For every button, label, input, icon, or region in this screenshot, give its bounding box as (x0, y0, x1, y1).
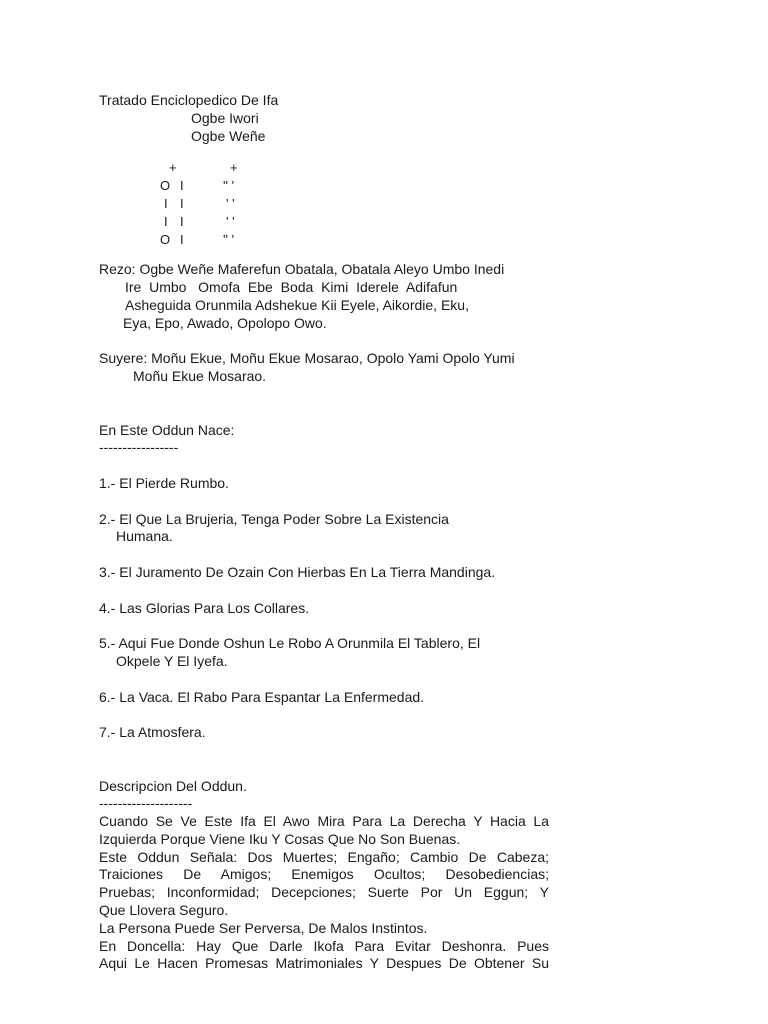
paragraph-line: Que Llovera Seguro. (99, 902, 229, 919)
signature-mark: O (160, 178, 171, 194)
odu-name-2: Ogbe Weñe (191, 127, 266, 144)
signature-mark: '' ' (223, 178, 235, 194)
paragraph-line: Aqui Le Hacen Promesas Matrimoniales Y Despues De Obtener Su (99, 955, 549, 972)
paragraph-line: Este Oddun Señala: Dos Muertes; Engaño; Cambio De Cabeza; (99, 848, 549, 865)
signature-mark: ' ' (226, 213, 235, 229)
document-page (99, 92, 739, 973)
nace-rule: ----------------- (99, 439, 179, 456)
paragraph-line: Izquierda Porque Viene Iku Y Cosas Que No Son Buenas. (99, 830, 461, 847)
list-item: 4.- Las Glorias Para Los Collares. (99, 599, 310, 616)
signature-mark: I (180, 195, 184, 211)
list-item: 2.- El Que La Brujeria, Tenga Poder Sobre La Existencia (99, 510, 449, 527)
suyere-line: Suyere: Moñu Ekue, Moñu Ekue Mosarao, Opolo Yami Opolo Yumi (99, 350, 515, 367)
suyere-line: Moñu Ekue Mosarao. (133, 368, 267, 385)
signature-mark: I (180, 178, 184, 194)
odu-signature (99, 159, 739, 249)
odu-name-1: Ogbe Iwori (191, 109, 259, 126)
list-item: 7.- La Atmosfera. (99, 724, 206, 741)
paragraph-line: Cuando Se Ve Este Ifa El Awo Mira Para La Derecha Y Hacia La (99, 813, 549, 830)
list-item-continuation: Humana. (116, 528, 173, 545)
list-item: 3.- El Juramento De Ozain Con Hierbas En La Tierra Mandinga. (99, 563, 496, 580)
rezo-line: Eya, Epo, Awado, Opolopo Owo. (123, 314, 327, 331)
signature-mark: O (160, 231, 171, 247)
signature-mark: '' ' (223, 231, 235, 247)
signature-mark: I (180, 231, 184, 247)
document-title: Tratado Enciclopedico De Ifa (99, 92, 279, 108)
list-item-continuation: Okpele Y El Iyefa. (116, 652, 228, 669)
list-item: 6.- La Vaca. El Rabo Para Espantar La Enfermedad. (99, 688, 425, 705)
paragraph-line: En Doncella: Hay Que Darle Ikofa Para Evitar Deshonra. Pues (99, 937, 549, 954)
rezo-line: Ire Umbo Omofa Ebe Boda Kimi Iderele Adifafun (125, 279, 458, 296)
paragraph-line: Traiciones De Amigos; Enemigos Ocultos; Desobediencias; (99, 866, 549, 883)
list-item: 1.- El Pierde Rumbo. (99, 474, 229, 491)
descripcion-heading: Descripcion Del Oddun. (99, 777, 247, 794)
descripcion-rule: -------------------- (99, 795, 193, 812)
rezo-line: Rezo: Ogbe Weñe Maferefun Obatala, Obatala Aleyo Umbo Inedi (99, 261, 505, 278)
list-item: 5.- Aqui Fue Donde Oshun Le Robo A Orunmila El Tablero, El (99, 635, 481, 652)
rezo-line: Asheguida Orunmila Adshekue Kii Eyele, Aikordie, Eku, (125, 296, 469, 313)
signature-mark: ' ' (226, 195, 235, 211)
signature-plus-left: + (169, 160, 177, 176)
nace-heading: En Este Oddun Nace: (99, 421, 235, 438)
descripcion-body (99, 813, 549, 973)
paragraph-line: Pruebas; Inconformidad; Decepciones; Suerte Por Un Eggun; Y (99, 884, 549, 901)
signature-mark: I (164, 195, 168, 211)
paragraph-line: La Persona Puede Ser Perversa, De Malos Instintos. (99, 919, 428, 936)
signature-plus-right: + (230, 160, 238, 176)
signature-mark: I (180, 213, 184, 229)
signature-mark: I (164, 213, 168, 229)
